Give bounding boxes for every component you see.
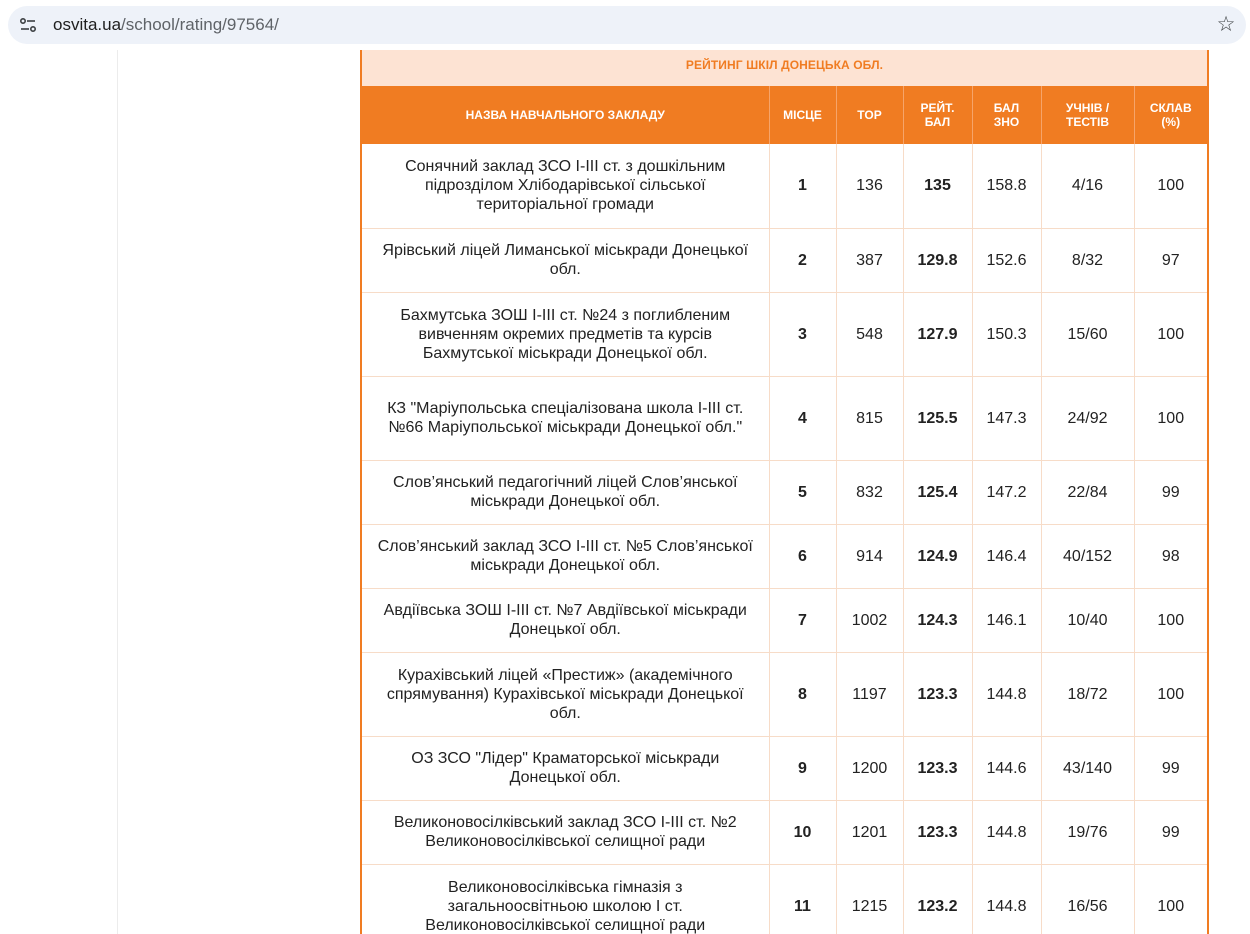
header-name-label: НАЗВА НАВЧАЛЬНОГО ЗАКЛАДУ	[465, 108, 665, 122]
rating-cell: 123.2	[903, 864, 972, 934]
rating-cell: 127.9	[903, 292, 972, 376]
header-zno[interactable]	[972, 86, 1041, 144]
school-name[interactable]: Авдіївська ЗОШ І-ІІІ ст. №7 Авдіївської міськради Донецької обл.	[362, 588, 769, 652]
school-name[interactable]: КЗ "Маріупольська спеціалізована школа І-ІІІ ст. №66 Маріупольської міськради Донецької обл."	[362, 376, 769, 460]
rating-cell: 123.3	[903, 652, 972, 736]
comp-cell: 98	[1134, 524, 1207, 588]
place-cell: 1	[769, 144, 836, 228]
students-cell: 19/76	[1041, 800, 1134, 864]
table-row	[362, 144, 1207, 228]
url-path: /school/rating/97564/	[121, 15, 279, 34]
header-rating-label-1: РЕЙТ.	[920, 101, 955, 115]
rating-cell: 135	[903, 144, 972, 228]
comp-cell: 100	[1134, 376, 1207, 460]
comp-cell: 99	[1134, 460, 1207, 524]
header-top[interactable]	[836, 86, 903, 144]
top-cell: 387	[836, 228, 903, 292]
place-cell: 7	[769, 588, 836, 652]
school-name[interactable]: ОЗ ЗСО "Лідер" Краматорської міськради Донецької обл.	[362, 736, 769, 800]
place-cell: 8	[769, 652, 836, 736]
page-content	[0, 50, 1250, 934]
students-cell: 16/56	[1041, 864, 1134, 934]
url-host: osvita.ua	[53, 15, 122, 34]
table-row	[362, 800, 1207, 864]
top-cell: 136	[836, 144, 903, 228]
top-cell: 1197	[836, 652, 903, 736]
url-text[interactable]	[53, 15, 279, 35]
place-cell: 11	[769, 864, 836, 934]
students-cell: 22/84	[1041, 460, 1134, 524]
header-comp-label-2: (%)	[1161, 115, 1181, 129]
school-name[interactable]: Слов’янський педагогічний ліцей Слов’янської міськради Донецької обл.	[362, 460, 769, 524]
top-cell: 815	[836, 376, 903, 460]
header-rating[interactable]	[903, 86, 972, 144]
top-cell: 1200	[836, 736, 903, 800]
school-name[interactable]: Сонячний заклад ЗСО І-ІІІ ст. з дошкільним підрозділом Хлібодарівської сільської територіальної громади	[362, 144, 769, 228]
students-cell: 8/32	[1041, 228, 1134, 292]
table-row	[362, 460, 1207, 524]
school-name[interactable]: Великоновосілківський заклад ЗСО І-ІІІ ст. №2 Великоновосілківської селищної ради	[362, 800, 769, 864]
students-cell: 10/40	[1041, 588, 1134, 652]
school-name[interactable]: Курахівський ліцей «Престиж» (академічного спрямування) Курахівської міськради Донецької обл.	[362, 652, 769, 736]
comp-cell: 100	[1134, 144, 1207, 228]
school-name[interactable]: Слов’янський заклад ЗСО І-ІІІ ст. №5 Слов’янської міськради Донецької обл.	[362, 524, 769, 588]
students-cell: 24/92	[1041, 376, 1134, 460]
header-rating-label-2: БАЛ	[924, 115, 951, 129]
header-students[interactable]	[1041, 86, 1134, 144]
school-name[interactable]: Ярівський ліцей Лиманської міськради Донецької обл.	[362, 228, 769, 292]
top-cell: 1215	[836, 864, 903, 934]
zno-cell: 150.3	[972, 292, 1041, 376]
rating-table	[362, 86, 1207, 934]
sidebar-divider	[117, 50, 118, 934]
address-bar[interactable]	[8, 6, 1246, 44]
table-header	[362, 86, 1207, 144]
place-cell: 10	[769, 800, 836, 864]
tune-icon[interactable]	[18, 15, 38, 35]
table-row	[362, 864, 1207, 934]
header-place[interactable]	[769, 86, 836, 144]
header-comp[interactable]	[1134, 86, 1207, 144]
zno-cell: 144.8	[972, 652, 1041, 736]
rating-cell: 123.3	[903, 800, 972, 864]
browser-toolbar	[0, 0, 1250, 50]
place-cell: 6	[769, 524, 836, 588]
table-row	[362, 292, 1207, 376]
students-cell: 4/16	[1041, 144, 1134, 228]
top-cell: 548	[836, 292, 903, 376]
zno-cell: 144.8	[972, 800, 1041, 864]
comp-cell: 99	[1134, 736, 1207, 800]
top-cell: 1002	[836, 588, 903, 652]
rating-cell: 129.8	[903, 228, 972, 292]
place-cell: 2	[769, 228, 836, 292]
rating-table-container	[360, 50, 1209, 934]
rating-cell: 124.3	[903, 588, 972, 652]
zno-cell: 146.1	[972, 588, 1041, 652]
header-zno-label-2: ЗНО	[993, 115, 1020, 129]
place-cell: 5	[769, 460, 836, 524]
comp-cell: 99	[1134, 800, 1207, 864]
zno-cell: 146.4	[972, 524, 1041, 588]
zno-cell: 144.8	[972, 864, 1041, 934]
header-students-label-1: УЧНІВ /	[1065, 101, 1110, 115]
table-row	[362, 736, 1207, 800]
rating-cell: 125.5	[903, 376, 972, 460]
header-name[interactable]	[362, 86, 769, 144]
header-place-label: МІСЦЕ	[783, 108, 822, 122]
table-caption: РЕЙТИНГ ШКІЛ ДОНЕЦЬКА ОБЛ.	[362, 50, 1207, 86]
place-cell: 4	[769, 376, 836, 460]
table-row	[362, 376, 1207, 460]
zno-cell: 158.8	[972, 144, 1041, 228]
table-row	[362, 524, 1207, 588]
students-cell: 40/152	[1041, 524, 1134, 588]
zno-cell: 147.3	[972, 376, 1041, 460]
comp-cell: 97	[1134, 228, 1207, 292]
star-outline-icon[interactable]: ☆	[1216, 13, 1236, 36]
rating-cell: 123.3	[903, 736, 972, 800]
comp-cell: 100	[1134, 652, 1207, 736]
comp-cell: 100	[1134, 292, 1207, 376]
header-zno-label-1: БАЛ	[993, 101, 1020, 115]
zno-cell: 147.2	[972, 460, 1041, 524]
rating-cell: 125.4	[903, 460, 972, 524]
place-cell: 3	[769, 292, 836, 376]
comp-cell: 100	[1134, 864, 1207, 934]
students-cell: 15/60	[1041, 292, 1134, 376]
rating-cell: 124.9	[903, 524, 972, 588]
school-name[interactable]: Бахмутська ЗОШ І-ІІІ ст. №24 з поглибленим вивченням окремих предметів та курсів Бахмутської міськради Донецької обл.	[362, 292, 769, 376]
zno-cell: 152.6	[972, 228, 1041, 292]
comp-cell: 100	[1134, 588, 1207, 652]
header-comp-label-1: СКЛАВ	[1149, 101, 1192, 115]
top-cell: 1201	[836, 800, 903, 864]
students-cell: 18/72	[1041, 652, 1134, 736]
top-cell: 914	[836, 524, 903, 588]
top-cell: 832	[836, 460, 903, 524]
table-row	[362, 228, 1207, 292]
table-body	[362, 144, 1207, 934]
table-row	[362, 588, 1207, 652]
header-students-label-2: ТЕСТІВ	[1065, 115, 1110, 129]
zno-cell: 144.6	[972, 736, 1041, 800]
table-row	[362, 652, 1207, 736]
school-name[interactable]: Великоновосілківська гімназія з загальноосвітньою школою І ст. Великоновосілківської селищної ради	[362, 864, 769, 934]
students-cell: 43/140	[1041, 736, 1134, 800]
header-top-label: TOP	[857, 108, 882, 122]
place-cell: 9	[769, 736, 836, 800]
